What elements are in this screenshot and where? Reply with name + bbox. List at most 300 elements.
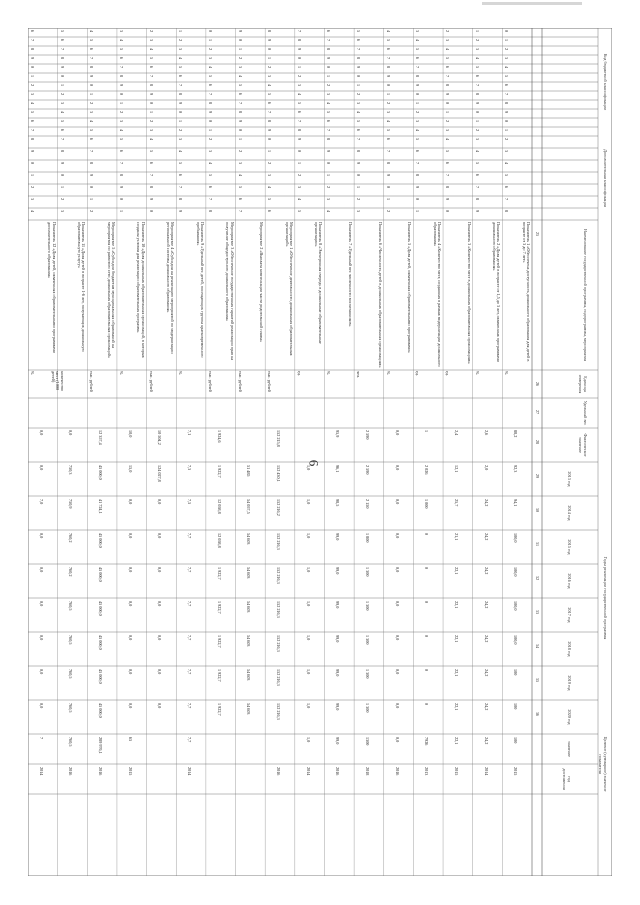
code-cell: 6 xyxy=(207,84,213,87)
code-cell: 3 xyxy=(445,129,451,132)
row-target: 289 976,1 xyxy=(98,737,104,754)
row-year-value: 45 000,0 xyxy=(98,601,104,616)
row-year-value: 152 216,3 xyxy=(276,601,281,618)
code-cell: 1 xyxy=(356,186,362,189)
code-cell: 1 xyxy=(148,111,154,114)
row-year-value: 1 800 xyxy=(364,533,370,543)
code-cell: 6 xyxy=(474,174,480,177)
row-year-value: 0,0 xyxy=(157,567,163,573)
code-cell: 9 xyxy=(148,198,154,201)
row-base: 152 215,8 xyxy=(276,430,281,447)
code-cell: 7 xyxy=(89,57,95,60)
row-target-year: 2014 xyxy=(305,767,311,776)
code-cell: 7 xyxy=(207,93,213,96)
code-cell: 5 xyxy=(474,66,480,69)
code-cell: 7 xyxy=(148,75,154,78)
code-cell: 1 xyxy=(415,102,421,105)
code-cell: 9 xyxy=(178,102,184,105)
row-year-value: 1 300 xyxy=(364,703,370,713)
row-year-value: 7,7 xyxy=(187,669,193,675)
code-cell: 0 xyxy=(504,30,510,33)
code-cell: 7 xyxy=(326,129,332,132)
code-cell: 6 xyxy=(207,186,213,189)
code-cell: 1 xyxy=(89,198,95,201)
code-cell: 0 xyxy=(356,174,362,177)
row-year-value: 0,0 xyxy=(38,567,44,573)
code-cell: 2 xyxy=(474,129,480,132)
code-cell: 2 xyxy=(504,138,510,141)
code-cell: 3 xyxy=(504,150,510,153)
code-cell: 2 xyxy=(385,102,391,105)
code-cell: 8 xyxy=(504,102,510,105)
code-cell: 3 xyxy=(59,210,65,213)
row-year-value: 24,2 xyxy=(483,635,489,643)
row-year-value: 7,7 xyxy=(187,533,193,539)
code-cell: 0 xyxy=(207,120,213,123)
code-cell: 4 xyxy=(178,57,184,60)
row-year-value: 22,1 xyxy=(453,703,459,711)
column-number: 25 xyxy=(535,231,540,237)
code-cell: 3 xyxy=(89,111,95,114)
row-year-value: 760,5 xyxy=(68,703,74,713)
row-target: 100 xyxy=(513,737,519,744)
code-cell: 0 xyxy=(267,48,273,51)
row-target-year: 2016 xyxy=(98,767,104,776)
code-cell: 5 xyxy=(296,210,302,213)
row-year-value: 750,3 xyxy=(68,465,74,475)
code-cell: 5 xyxy=(237,186,243,189)
code-cell: 3 xyxy=(178,138,184,141)
row-year-value: 7,7 xyxy=(187,635,193,641)
column-number: 27 xyxy=(535,409,540,415)
row-year-value: 1,0 xyxy=(305,533,311,539)
row-year-value: 0,0 xyxy=(394,567,400,573)
code-cell: 4 xyxy=(474,57,480,60)
row-year-value: 152 430,1 xyxy=(276,465,281,482)
code-cell: 7 xyxy=(356,48,362,51)
code-cell: 7 xyxy=(326,39,332,42)
row-year-value: 0 xyxy=(424,533,430,536)
code-cell: 1 xyxy=(59,186,65,189)
row-name: Мероприятие 2 «Выплата компенсации части родительской платы» xyxy=(259,222,265,343)
row-year-value: 100,0 xyxy=(513,635,519,645)
code-cell: 1 xyxy=(30,174,35,177)
row-year-value: 0,0 xyxy=(38,601,44,607)
code-cell: 8 xyxy=(504,210,510,213)
row-base: 1 924,6 xyxy=(216,430,222,443)
code-cell: 9 xyxy=(237,120,243,123)
column-number: 34 xyxy=(535,643,540,649)
row-year-value: 7,7 xyxy=(187,567,193,573)
code-cell: 8 xyxy=(385,162,391,165)
row-base: 2,6 xyxy=(483,430,489,436)
row-unit: ед. xyxy=(445,371,451,376)
code-cell: 4 xyxy=(296,93,302,96)
code-cell: 2 xyxy=(356,93,362,96)
code-cell: 3 xyxy=(237,162,243,165)
code-cell: 6 xyxy=(326,120,332,123)
code-cell: 0 xyxy=(59,75,65,78)
code-cell: 6 xyxy=(30,120,35,123)
code-cell: 0 xyxy=(474,111,480,114)
code-cell: 3 xyxy=(148,39,154,42)
code-cell: 1 xyxy=(207,129,213,132)
code-cell: 6 xyxy=(385,48,391,51)
row-year-value: 0,0 xyxy=(394,465,400,471)
code-cell: 2 xyxy=(30,84,35,87)
code-cell: 5 xyxy=(178,162,184,165)
code-cell: 8 xyxy=(326,138,332,141)
code-cell: 0 xyxy=(326,162,332,165)
row-unit: количество мест (1000 детей) xyxy=(51,371,65,391)
row-year-value: 0,0 xyxy=(394,669,400,675)
code-cell: 0 xyxy=(415,93,421,96)
code-cell: 8 xyxy=(445,186,451,189)
code-cell: 8 xyxy=(385,66,391,69)
code-cell: 9 xyxy=(385,75,391,78)
code-cell: 4 xyxy=(474,150,480,153)
row-year-value: 22,1 xyxy=(453,669,459,677)
rotated-table-sheet xyxy=(28,28,612,876)
code-cell: 1 xyxy=(30,75,35,78)
row-year-value: 99,0 xyxy=(335,601,341,609)
code-cell: 1 xyxy=(296,66,302,69)
code-cell: 7 xyxy=(474,186,480,189)
code-cell: 1 xyxy=(267,150,273,153)
code-cell: 7 xyxy=(504,93,510,96)
code-cell: 1 xyxy=(178,30,184,33)
code-cell: 1 xyxy=(178,120,184,123)
header-year: 2019 год xyxy=(567,675,572,691)
row-year-value: 1,0 xyxy=(305,669,311,675)
row-year-value: 1 922,7 xyxy=(216,703,222,716)
row-year-value: 0,0 xyxy=(127,499,133,505)
code-cell: 0 xyxy=(415,198,421,201)
code-cell: 3 xyxy=(207,57,213,60)
code-cell: 6 xyxy=(148,66,154,69)
code-cell: 9 xyxy=(59,162,65,165)
code-cell: 7 xyxy=(59,48,65,51)
code-cell: 7 xyxy=(296,120,302,123)
row-year-value: 0,0 xyxy=(38,669,44,675)
code-cell: 3 xyxy=(267,75,273,78)
code-cell: 6 xyxy=(326,30,332,33)
row-year-value: 0,0 xyxy=(157,635,163,641)
row-unit: % xyxy=(178,371,184,375)
row-unit: тыс. рублей xyxy=(237,371,243,392)
row-year-value: 98,5 xyxy=(335,499,341,507)
code-cell: 8 xyxy=(356,150,362,153)
code-cell: 1 xyxy=(237,138,243,141)
code-cell: 0 xyxy=(148,102,154,105)
code-cell: 6 xyxy=(445,66,451,69)
code-cell: 6 xyxy=(504,186,510,189)
code-cell: 0 xyxy=(89,84,95,87)
code-cell: 4 xyxy=(296,198,302,201)
code-cell: 5 xyxy=(59,30,65,33)
code-cell: 2 xyxy=(415,111,421,114)
code-cell: 8 xyxy=(474,198,480,201)
code-cell: 0 xyxy=(118,198,124,201)
row-year-value: 152 216,2 xyxy=(276,499,281,516)
row-year-value: 45 000,0 xyxy=(98,669,104,684)
code-cell: 7 xyxy=(89,150,95,153)
row-year-value: 750,9 xyxy=(68,499,74,509)
code-cell: 5 xyxy=(356,30,362,33)
code-cell: 2 xyxy=(326,84,332,87)
code-cell: 4 xyxy=(207,66,213,69)
row-year-value: 54 603 xyxy=(246,601,252,613)
row-year-value: 45 000,0 xyxy=(98,635,104,650)
code-cell: 2 xyxy=(178,129,184,132)
row-year-value: 54 057,5 xyxy=(246,499,252,514)
code-cell: 5 xyxy=(296,102,302,105)
code-cell: 3 xyxy=(118,30,124,33)
code-cell: 2 xyxy=(504,48,510,51)
code-cell: 6 xyxy=(474,75,480,78)
code-cell: 6 xyxy=(267,210,273,213)
row-target-year: 2014 xyxy=(38,767,44,776)
code-cell: 0 xyxy=(504,120,510,123)
row-target: 1,0 xyxy=(305,737,311,743)
code-cell: 9 xyxy=(356,66,362,69)
row-year-value: 0,0 xyxy=(394,703,400,709)
code-cell: 8 xyxy=(118,174,124,177)
code-cell: 8 xyxy=(30,138,35,141)
code-cell: 7 xyxy=(415,66,421,69)
code-cell: 8 xyxy=(415,174,421,177)
row-year-value: 1,0 xyxy=(305,499,311,505)
row-year-value: 1,0 xyxy=(305,567,311,573)
code-cell: 4 xyxy=(118,129,124,132)
code-cell: 2 xyxy=(267,66,273,69)
row-year-value: 7,3 xyxy=(187,465,193,471)
code-cell: 8 xyxy=(474,93,480,96)
code-cell: 9 xyxy=(118,84,124,87)
code-cell: 2 xyxy=(207,138,213,141)
row-year-value: 0,0 xyxy=(127,635,133,641)
row-base: 0,0 xyxy=(38,430,44,436)
code-cell: 2 xyxy=(148,120,154,123)
column-number: 35 xyxy=(535,677,540,683)
code-cell: 8 xyxy=(59,150,65,153)
code-cell: 4 xyxy=(59,111,65,114)
row-name: Показатель 4 «Количество мест, созданных в рамках модернизации дошкольного образования» xyxy=(432,222,443,367)
code-cell: 8 xyxy=(148,186,154,189)
row-target: 22,1 xyxy=(453,737,459,745)
row-year-value: 92,3 xyxy=(513,465,519,473)
row-target: 65 xyxy=(127,737,133,742)
column-number: 33 xyxy=(535,609,540,615)
row-year-value: 0 xyxy=(424,635,430,638)
row-year-value: 0,0 xyxy=(157,703,163,709)
row-year-value: 100,0 xyxy=(513,567,519,577)
row-unit: ед. xyxy=(296,371,302,376)
code-cell: 2 xyxy=(445,120,451,123)
code-cell: 6 xyxy=(385,138,391,141)
code-cell: 2 xyxy=(59,93,65,96)
row-year-value: 1 922,7 xyxy=(216,669,222,682)
row-year-value: 24,2 xyxy=(483,567,489,575)
row-year-value: 7,0 xyxy=(38,499,44,505)
code-cell: 4 xyxy=(415,129,421,132)
row-year-value: 1,0 xyxy=(305,601,311,607)
code-cell: 4 xyxy=(30,102,35,105)
page-number: 6 xyxy=(306,459,322,467)
code-cell: 2 xyxy=(148,30,154,33)
code-cell: 3 xyxy=(30,198,35,201)
row-year-value: 152 216,3 xyxy=(276,669,281,686)
header-year: 2017 год xyxy=(567,607,572,623)
code-cell: 8 xyxy=(326,48,332,51)
row-target-year: 2015 xyxy=(127,767,133,776)
header-target-group: Целевое (суммарное) значение показателя xyxy=(597,736,608,792)
row-year-value: 100 xyxy=(513,669,519,676)
column-number: 26 xyxy=(535,381,540,387)
code-cell: 9 xyxy=(504,111,510,114)
code-cell: 5 xyxy=(356,120,362,123)
code-cell: 8 xyxy=(207,102,213,105)
row-year-value: 1 300 xyxy=(364,567,370,577)
code-cell: 1 xyxy=(326,174,332,177)
row-year-value: 0 xyxy=(424,601,430,604)
code-cell: 9 xyxy=(385,174,391,177)
code-cell: 9 xyxy=(415,186,421,189)
code-cell: 7 xyxy=(445,174,451,177)
row-year-value: 54 603 xyxy=(246,533,252,545)
row-target: 0,0 xyxy=(394,737,400,743)
code-cell: 8 xyxy=(296,129,302,132)
code-cell: 6 xyxy=(178,174,184,177)
row-year-value: 51 485 xyxy=(246,465,252,477)
row-year-value: 1 000 xyxy=(424,499,430,509)
row-year-value: 124 027,8 xyxy=(157,465,163,482)
code-cell: 5 xyxy=(504,75,510,78)
row-year-value: 0,0 xyxy=(127,567,133,573)
code-cell: 9 xyxy=(59,66,65,69)
code-cell: 6 xyxy=(356,39,362,42)
row-target: 7 xyxy=(38,737,44,740)
row-year-value: 1,0 xyxy=(305,465,311,471)
code-cell: 1 xyxy=(504,129,510,132)
row-target-year: 2018 xyxy=(364,767,370,776)
row-year-value: 54 603 xyxy=(246,635,252,647)
code-cell: 0 xyxy=(118,93,124,96)
code-cell: 7 xyxy=(30,129,35,132)
row-year-value: 25,7 xyxy=(453,499,459,507)
code-cell: 3 xyxy=(356,210,362,213)
row-base: 95,9 xyxy=(335,430,341,438)
code-cell: 8 xyxy=(267,30,273,33)
code-cell: 5 xyxy=(118,48,124,51)
code-cell: 4 xyxy=(30,210,35,213)
code-cell: 5 xyxy=(326,111,332,114)
code-cell: 9 xyxy=(237,30,243,33)
code-cell: 7 xyxy=(237,210,243,213)
row-year-value: 0,0 xyxy=(127,533,133,539)
row-base: 7,1 xyxy=(187,430,193,436)
row-target-year: 2016 xyxy=(335,767,341,776)
column-number: 29 xyxy=(535,473,540,479)
code-cell: 4 xyxy=(356,111,362,114)
code-cell: 0 xyxy=(30,162,35,165)
code-cell: 0 xyxy=(237,39,243,42)
code-cell: 6 xyxy=(267,102,273,105)
code-cell: 6 xyxy=(118,57,124,60)
row-year-value: 24,2 xyxy=(483,703,489,711)
row-year-value: 1 922,7 xyxy=(216,635,222,648)
row-year-value: 760,5 xyxy=(68,635,74,645)
row-target-year: 2016 xyxy=(276,767,281,776)
code-cell: 1 xyxy=(504,39,510,42)
code-cell: 2 xyxy=(89,210,95,213)
row-year-value: 45 000,0 xyxy=(98,465,104,480)
code-cell: 2 xyxy=(356,198,362,201)
row-name: Показатель 1 «Обеспечена доступность дошкольного образования для детей в возрасте от 3 до 7 лет» xyxy=(521,222,531,362)
code-cell: 7 xyxy=(385,150,391,153)
row-name: Мероприятие 4 «Субсидия на реализацию мероприятий по модернизации региональной системы дошкольного образования» xyxy=(166,222,176,354)
code-cell: 8 xyxy=(356,57,362,60)
code-cell: 7 xyxy=(474,84,480,87)
row-base: 88,2 xyxy=(513,430,519,438)
row-base: 2 590 xyxy=(364,430,370,440)
row-year-value: 1 922,7 xyxy=(216,465,222,478)
code-cell: 7 xyxy=(59,138,65,141)
code-cell: 7 xyxy=(148,174,154,177)
column-number: 30 xyxy=(535,507,540,513)
code-cell: 0 xyxy=(178,111,184,114)
code-cell: 5 xyxy=(207,75,213,78)
row-unit: тыс. рублей xyxy=(267,371,273,392)
column-number: 36 xyxy=(535,711,540,717)
code-cell: 2 xyxy=(207,48,213,51)
row-name: Показатель 2 «Доля детей в возрасте от 1,5 до 3 лет, охваченных программами дошкольного образования» xyxy=(492,222,502,362)
row-year-value: 41 724,1 xyxy=(98,499,104,514)
code-cell: 0 xyxy=(59,174,65,177)
code-cell: 9 xyxy=(326,150,332,153)
code-cell: 6 xyxy=(356,129,362,132)
code-cell: 2 xyxy=(59,198,65,201)
code-cell: 7 xyxy=(237,102,243,105)
row-year-value: 96,1 xyxy=(335,465,341,473)
row-target-year: 2016 xyxy=(68,767,74,776)
row-year-value: 1 922,7 xyxy=(216,567,222,580)
row-year-value: 54 603 xyxy=(246,703,252,715)
code-cell: 5 xyxy=(267,93,273,96)
code-cell: 1 xyxy=(118,102,124,105)
row-year-value: 24,2 xyxy=(483,533,489,541)
code-cell: 5 xyxy=(504,174,510,177)
code-cell: 6 xyxy=(118,150,124,153)
code-cell: 6 xyxy=(89,138,95,141)
code-cell: 5 xyxy=(267,198,273,201)
code-cell: 3 xyxy=(415,30,421,33)
row-name: Мероприятие 3 «Обеспечение государственных гарантий реализации прав на получение общедоступного дошкольного образования» xyxy=(225,222,235,361)
code-cell: 7 xyxy=(385,57,391,60)
code-cell: 6 xyxy=(237,198,243,201)
row-unit: % xyxy=(474,371,480,375)
row-name: Мероприятие 1 «Обеспечение деятельности дошкольных образовательных организаций» xyxy=(284,222,294,356)
code-cell: 4 xyxy=(207,162,213,165)
row-year-value: 21,1 xyxy=(453,533,459,541)
row-year-value: 1 922,7 xyxy=(216,601,222,614)
code-cell: 5 xyxy=(59,120,65,123)
code-cell: 0 xyxy=(296,150,302,153)
column-number: 28 xyxy=(535,439,540,445)
row-year-value: 0,0 xyxy=(127,703,133,709)
row-name: Показатель 9 «Удельный вес детей, посещающих группы кратковременного пребывания» xyxy=(195,222,205,358)
row-year-value: 152 216,3 xyxy=(276,635,281,652)
